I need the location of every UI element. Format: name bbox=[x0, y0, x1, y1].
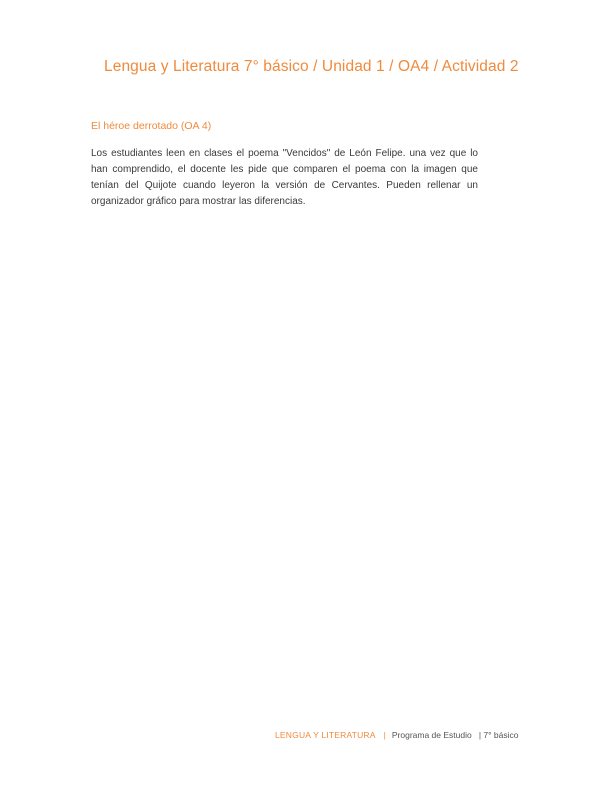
page-footer bbox=[275, 730, 518, 740]
footer-subject: LENGUA Y LITERATURA bbox=[275, 730, 376, 740]
activity-description: Los estudiantes leen en clases el poema "Vencidos" de León Felipe. una vez que lo han comprendido, el docente les pide que comparen el poema con la imagen que tenían del Quijote cuando leyeron la versión de Cervantes. Pueden rellenar un organizador gráfico para mostrar las diferencias. bbox=[91, 148, 478, 207]
footer-grade: | 7° básico bbox=[478, 730, 519, 740]
footer-separator: | bbox=[383, 730, 386, 740]
footer-program: Programa de Estudio bbox=[391, 730, 472, 740]
page-title: Lengua y Literatura 7° básico / Unidad 1 / OA4 / Actividad 2 bbox=[104, 58, 519, 75]
activity-title: El héroe derrotado (OA 4) bbox=[91, 120, 212, 132]
